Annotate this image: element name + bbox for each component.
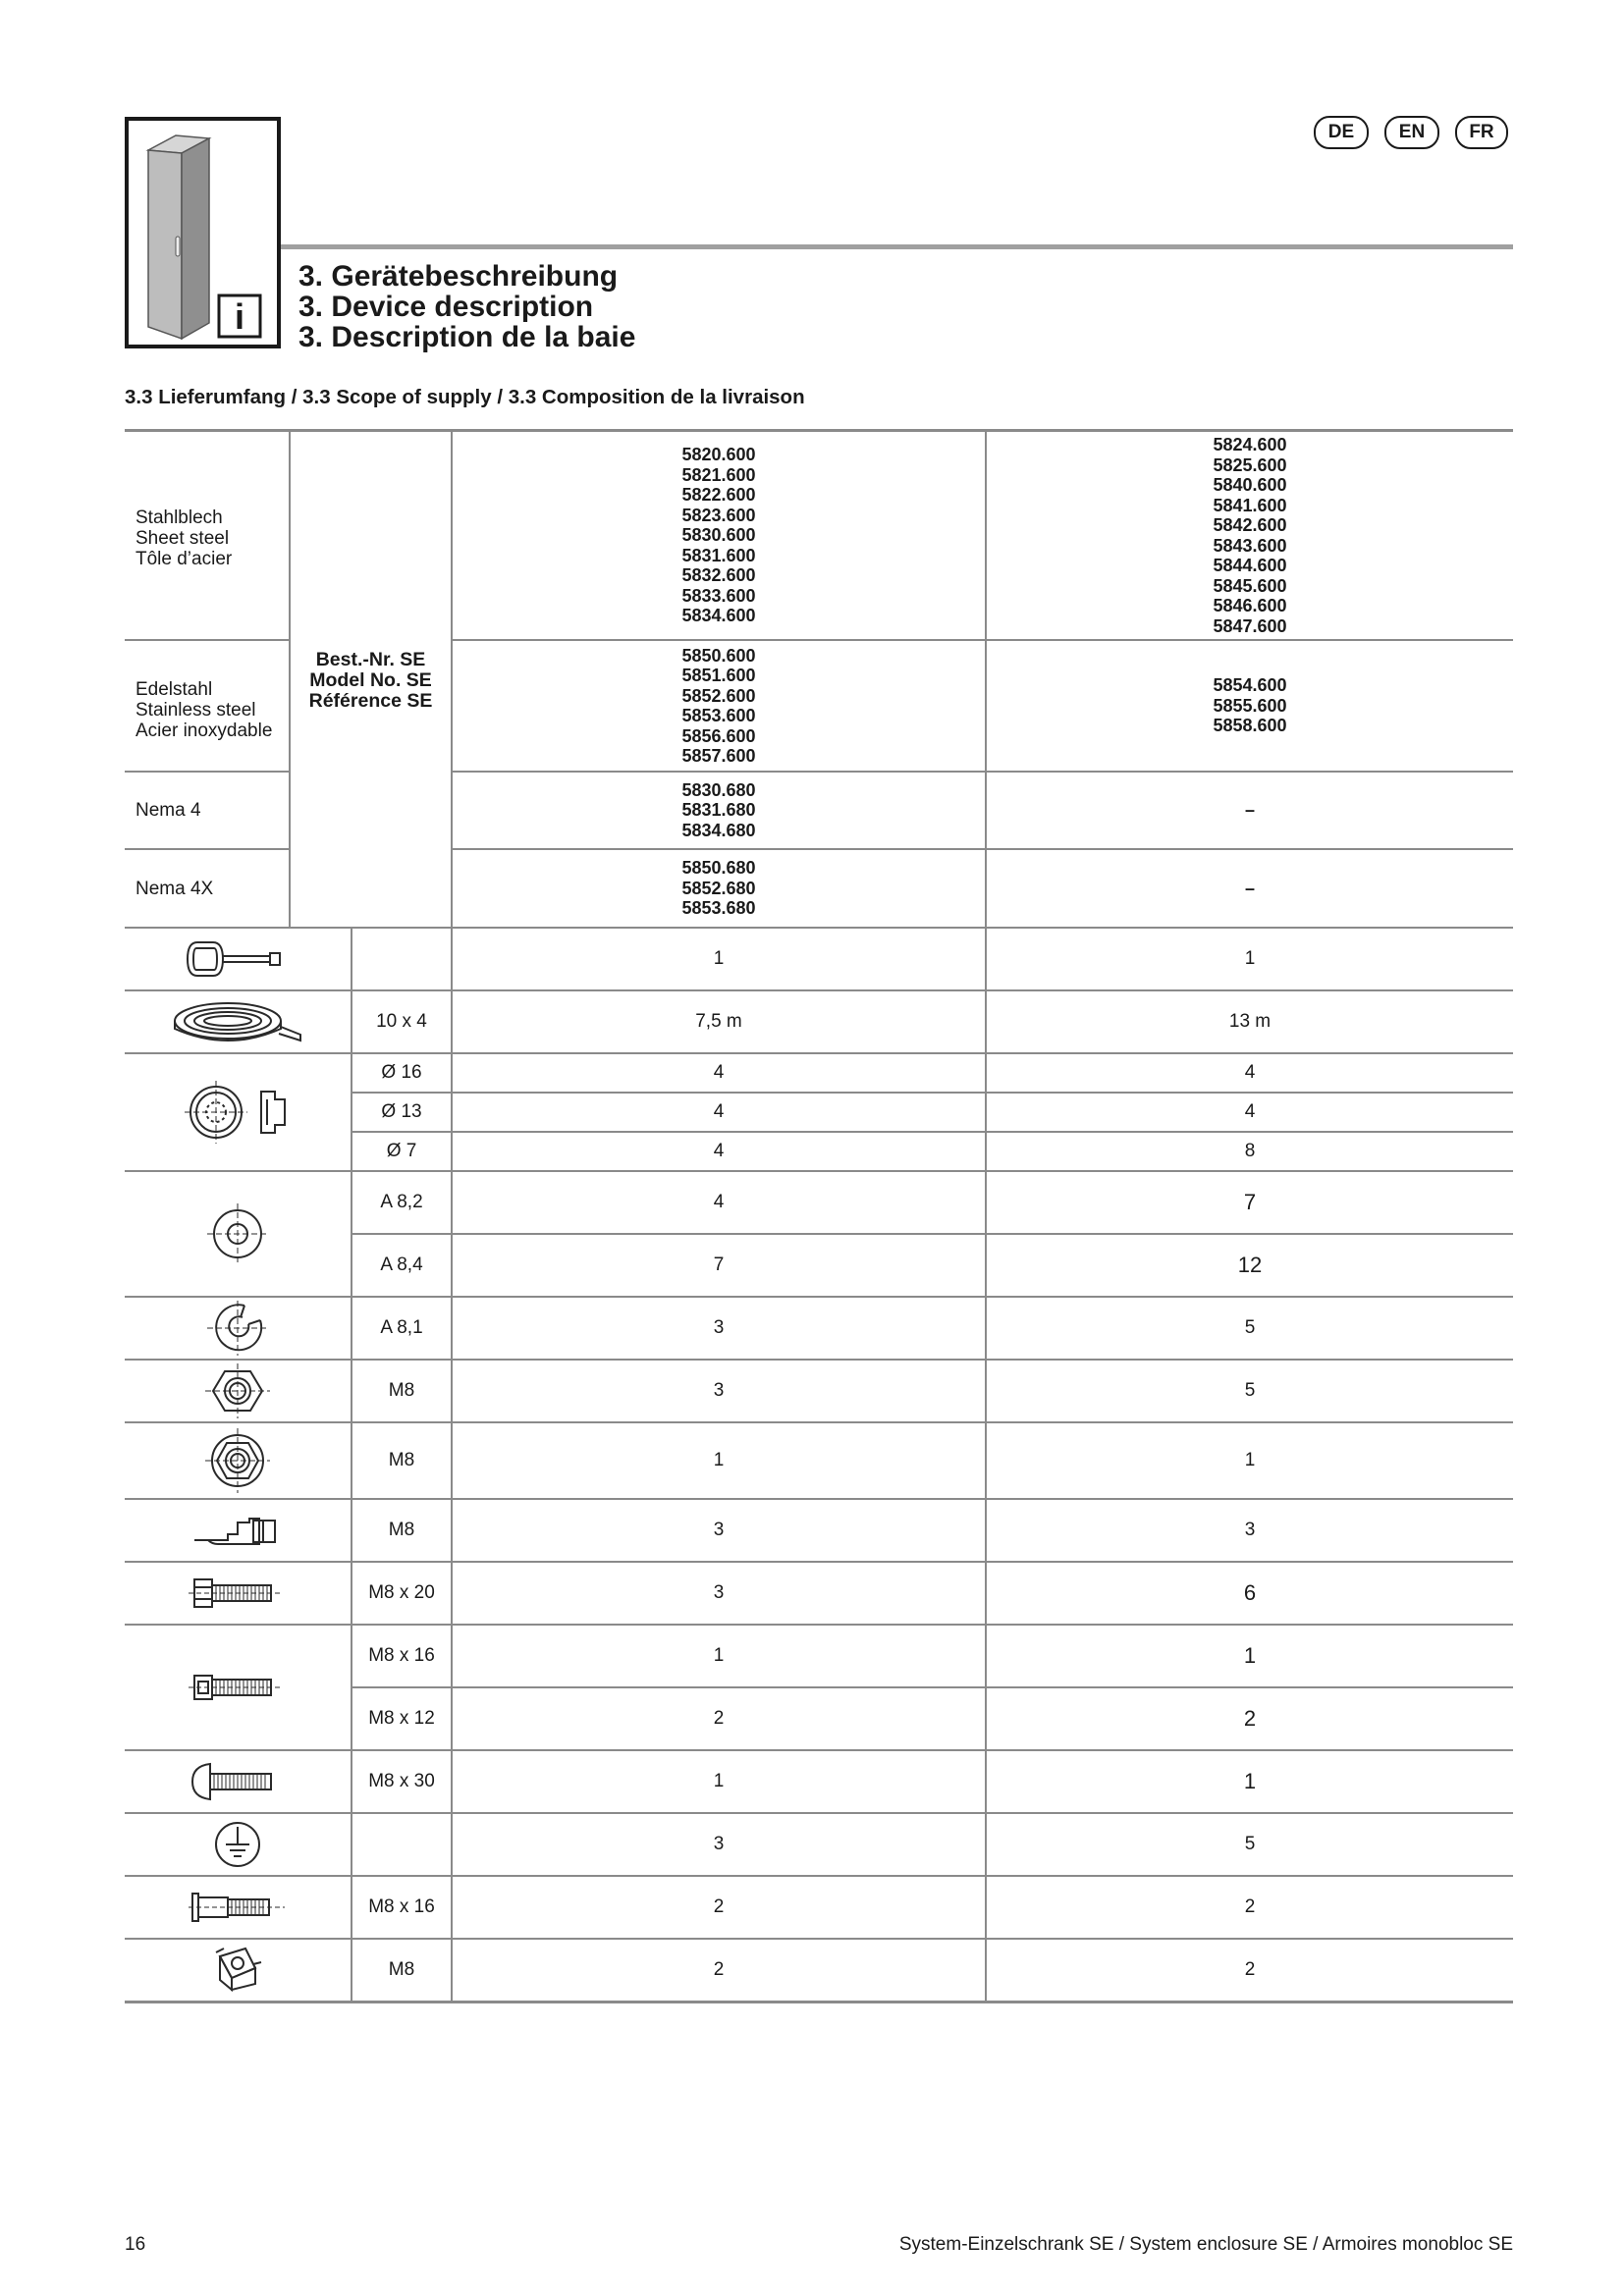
lang-badge-en[interactable]: EN: [1384, 116, 1439, 149]
part-spec: M8: [388, 1959, 415, 1980]
part-spec: M8 x 12: [368, 1708, 435, 1729]
part-qty-col1: 3: [713, 1582, 725, 1603]
page-title-en: 3. Device description: [298, 291, 594, 323]
round-head-bolt-icon: [125, 1751, 351, 1812]
part-qty-col1: 2: [713, 1896, 725, 1917]
part-spec: M8: [388, 1520, 415, 1540]
part-qty-col2: 2: [1243, 1706, 1257, 1731]
part-qty-col1: 1: [713, 948, 725, 969]
model-number-label: Best.-Nr. SE Model No. SE Référence SE: [308, 649, 433, 712]
codes-stainless-col2: 5854.600 5855.600 5858.600: [1213, 675, 1287, 736]
material-label-stainless: Edelstahl Stainless steel Acier inoxydable: [135, 679, 273, 741]
part-spec: A 8,2: [380, 1192, 423, 1212]
part-spec: M8 x 16: [368, 1645, 435, 1666]
part-spec: [352, 929, 451, 989]
part-qty-col1: 7: [713, 1255, 725, 1275]
part-qty-col2: 6: [1243, 1580, 1257, 1605]
washer-icon: [125, 1172, 351, 1296]
part-qty-col2: 4: [1244, 1062, 1256, 1083]
part-qty-col1: 3: [713, 1380, 725, 1401]
part-qty-col2: 1: [1243, 1769, 1257, 1793]
page-title-de: 3. Gerätebeschreibung: [298, 260, 619, 293]
codes-sheet-steel-col1: 5820.600 5821.600 5822.600 5823.600 5830.600 5831.600 5832.600 5833.600 5834.600: [681, 445, 756, 626]
part-qty-col1: 3: [713, 1834, 725, 1854]
shoulder-bolt-icon: [125, 1877, 351, 1938]
part-qty-col2: 4: [1244, 1101, 1256, 1122]
part-qty-col1: 4: [713, 1062, 725, 1083]
part-qty-col1: 2: [713, 1959, 725, 1980]
codes-nema4x-col1: 5850.680 5852.680 5853.680: [681, 858, 756, 919]
part-spec: A 8,4: [380, 1255, 423, 1275]
part-spec: Ø 13: [381, 1101, 422, 1122]
key-icon: [125, 929, 351, 989]
header-rule: [281, 244, 1513, 249]
codes-nema4-col2: –: [1244, 800, 1255, 821]
part-qty-col2: 5: [1244, 1834, 1256, 1854]
part-qty-col2: 5: [1244, 1380, 1256, 1401]
cage-nut-icon: [125, 1940, 351, 2001]
part-spec: M8 x 20: [368, 1582, 435, 1603]
part-qty-col1: 2: [713, 1708, 725, 1729]
part-qty-col1: 4: [713, 1101, 725, 1122]
page-title-fr: 3. Description de la baie: [298, 321, 636, 353]
part-qty-col1: 4: [713, 1141, 725, 1161]
part-qty-col2: 5: [1244, 1317, 1256, 1338]
part-qty-col2: 13 m: [1228, 1011, 1272, 1032]
part-qty-col1: 7,5 m: [695, 1011, 742, 1032]
seal-tape-roll-icon: [125, 991, 351, 1052]
part-qty-col1: 1: [713, 1450, 725, 1470]
part-spec: [352, 1814, 451, 1875]
clip-nut-icon: [125, 1500, 351, 1561]
material-label-sheet-steel: Stahlblech Sheet steel Tôle d’acier: [135, 507, 233, 569]
serrated-nut-icon: [125, 1423, 351, 1498]
part-qty-col2: 8: [1244, 1141, 1256, 1161]
part-qty-col2: 1: [1244, 948, 1256, 969]
lang-badge-de[interactable]: DE: [1314, 116, 1369, 149]
part-spec: 10 x 4: [376, 1011, 427, 1032]
material-label-nema4x: Nema 4X: [135, 879, 214, 899]
footer-title: System-Einzelschrank SE / System enclosure SE / Armoires monobloc SE: [898, 2234, 1513, 2255]
part-qty-col2: 1: [1243, 1643, 1257, 1668]
part-qty-col1: 1: [713, 1771, 725, 1791]
part-qty-col2: 2: [1244, 1896, 1256, 1917]
earth-symbol-icon: [125, 1814, 351, 1875]
part-qty-col2: 2: [1244, 1959, 1256, 1980]
hex-bolt-icon: [125, 1563, 351, 1624]
part-spec: Ø 16: [381, 1062, 422, 1083]
enclosure-cabinet-icon: [129, 121, 277, 345]
cable-grommet-icon: [125, 1054, 351, 1170]
device-illustration-box: [125, 117, 281, 348]
part-qty-col2: 1: [1244, 1450, 1256, 1470]
spring-washer-icon: [125, 1298, 351, 1359]
socket-bolt-icon: [125, 1626, 351, 1749]
lang-badge-fr[interactable]: FR: [1455, 116, 1508, 149]
part-qty-col1: 3: [713, 1317, 725, 1338]
part-qty-col1: 1: [713, 1645, 725, 1666]
part-qty-col2: 12: [1237, 1253, 1263, 1277]
codes-nema4x-col2: –: [1244, 878, 1255, 898]
info-icon-letter: i: [234, 296, 245, 337]
part-spec: A 8,1: [380, 1317, 423, 1338]
page-number: 16: [125, 2234, 146, 2255]
codes-stainless-col1: 5850.600 5851.600 5852.600 5853.600 5856.600 5857.600: [681, 645, 756, 766]
section-title: 3.3 Lieferumfang / 3.3 Scope of supply / 3.3 Composition de la livraison: [125, 386, 805, 408]
codes-sheet-steel-col2: 5824.600 5825.600 5840.600 5841.600 5842.600 5843.600 5844.600 5845.600 5846.600 5847.600: [1213, 435, 1287, 636]
part-spec: M8 x 16: [368, 1896, 435, 1917]
part-qty-col2: 3: [1244, 1520, 1256, 1540]
hex-nut-icon: [125, 1361, 351, 1421]
codes-nema4-col1: 5830.680 5831.680 5834.680: [681, 779, 756, 840]
material-label-nema4: Nema 4: [135, 800, 201, 821]
part-spec: M8: [388, 1380, 415, 1401]
part-spec: M8 x 30: [368, 1771, 435, 1791]
part-qty-col2: 7: [1243, 1190, 1257, 1214]
part-spec: M8: [388, 1450, 415, 1470]
part-qty-col1: 4: [713, 1192, 725, 1212]
part-spec: Ø 7: [386, 1141, 417, 1161]
part-qty-col1: 3: [713, 1520, 725, 1540]
